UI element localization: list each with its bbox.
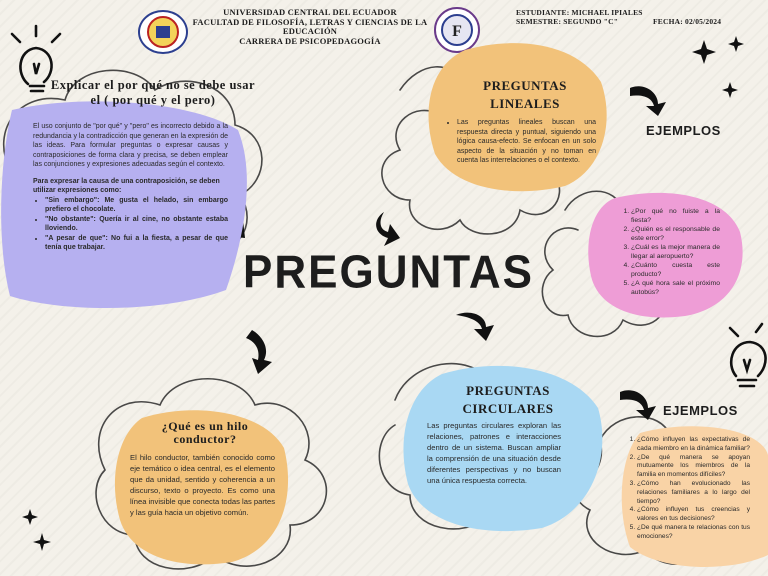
main-title: PREGUNTAS	[243, 246, 534, 299]
list-item: 3. ¿Cuál es la mejor manera de llegar al aeropuerto?	[631, 243, 720, 261]
list-item: 4. ¿Cómo influyen tus creencias y valores en tus decisiones?	[637, 506, 750, 524]
list-item: 5. ¿A qué hora sale el próximo autobús?	[631, 279, 720, 297]
list-item: • "A pesar de que": No fui a la fiesta, a pesar de que tenía que trabajar.	[45, 234, 228, 253]
faculty-name-line1: FACULTAD DE FILOSOFÍA, LETRAS Y CIENCIAS DE LA	[192, 16, 428, 27]
list-item: 3. ¿Cómo han evolucionado las relaciones familiares a lo largo del tiempo?	[637, 480, 750, 506]
lineales-title: PREGUNTAS LINEALES	[483, 78, 567, 111]
faculty-name-line2: EDUCACIÓN	[282, 26, 338, 36]
date: FECHA: 02/05/2024	[653, 17, 722, 26]
list-item: • "No obstante": Quería ir al cine, no obstante estaba lloviendo.	[45, 215, 228, 234]
lineales-body	[446, 118, 596, 166]
circulares-title: PREGUNTAS CIRCULARES	[462, 383, 554, 416]
lineales-bullet: • Las preguntas lineales buscan una respuesta directa y puntual, siguiendo una lógica causa-efecto. Se enfocan en un solo aspecto de la situación y no toman en cuenta las interrelaciones o el contexto.	[457, 118, 596, 166]
lineales-blob-shape	[425, 42, 610, 192]
header-institution	[190, 8, 430, 46]
left-blob-body	[33, 122, 228, 253]
list-item: 5. ¿De qué manera te relacionas con tus emociones?	[637, 524, 750, 542]
university-seal-icon	[138, 10, 188, 54]
hilo-paragraph: El hilo conductor, también conocido como eje temático o idea central, es el elemento que da unidad, sentido y coherencia a un discurso, texto o proyecto. Es como una línea invisible que conecta todas las partes y las guía hacia un objetivo común.	[130, 453, 275, 517]
ejemplos-top-title: EJEMPLOS	[646, 123, 721, 138]
list-item: 1. ¿Por qué no fuiste a la fiesta?	[631, 207, 720, 225]
circulares-paragraph: Las preguntas circulares exploran las relaciones, patrones e interacciones dentro de un sistema. Buscan ampliar la comprensión de una situación desde diferentes perspectivas y no buscan una única respuesta correcta.	[427, 421, 561, 485]
svg-text:F: F	[452, 23, 462, 40]
university-name: UNIVERSIDAD CENTRAL DEL ECUADOR	[223, 7, 397, 17]
list-item: 1. ¿Cómo influyen las expectativas de cada miembro en la dinámica familiar?	[637, 436, 750, 454]
semester: SEMESTRE: SEGUNDO "C"	[516, 17, 619, 26]
list-item: • "Sin embargo": Me gusta el helado, sin embargo prefiero el chocolate.	[45, 196, 228, 215]
list-item: 4. ¿Cuánto cuesta este producto?	[631, 261, 720, 279]
left-blob-bullets	[33, 196, 228, 253]
list-item: 2. ¿Quién es el responsable de este error?	[631, 225, 720, 243]
career-name: CARRERA DE PSICOPEDAGOGÍA	[239, 35, 381, 46]
left-blob-paragraph: El uso conjunto de "por qué" y "pero" es incorrecto debido a la redundancia y la contradicción que generan en la expresión de las ideas. Para formular preguntas o expresar causas y contraposiciones de forma clara y precisa, se deben emplear las conjunciones y expresiones adecuadas según el contexto.	[33, 123, 228, 168]
student-name: ESTUDIANTE: MICHAEL IPIALES	[516, 8, 643, 17]
ejemplos-bottom-list	[628, 436, 750, 542]
ejemplos-bottom-title: EJEMPLOS	[663, 403, 738, 418]
left-blob-title: Explicar el por qué no se debe usar el ( por qué y el pero)	[50, 78, 256, 107]
hilo-title: ¿Qué es un hilo conductor?	[161, 419, 249, 446]
left-blob-intro: Para expresar la causa de una contraposición, se deben utilizar expresiones como:	[33, 177, 220, 194]
list-item: 2. ¿De qué manera se apoyan mutuamente los miembros de la familia en momentos difíciles?	[637, 454, 750, 480]
ejemplos-top-list	[622, 207, 720, 297]
